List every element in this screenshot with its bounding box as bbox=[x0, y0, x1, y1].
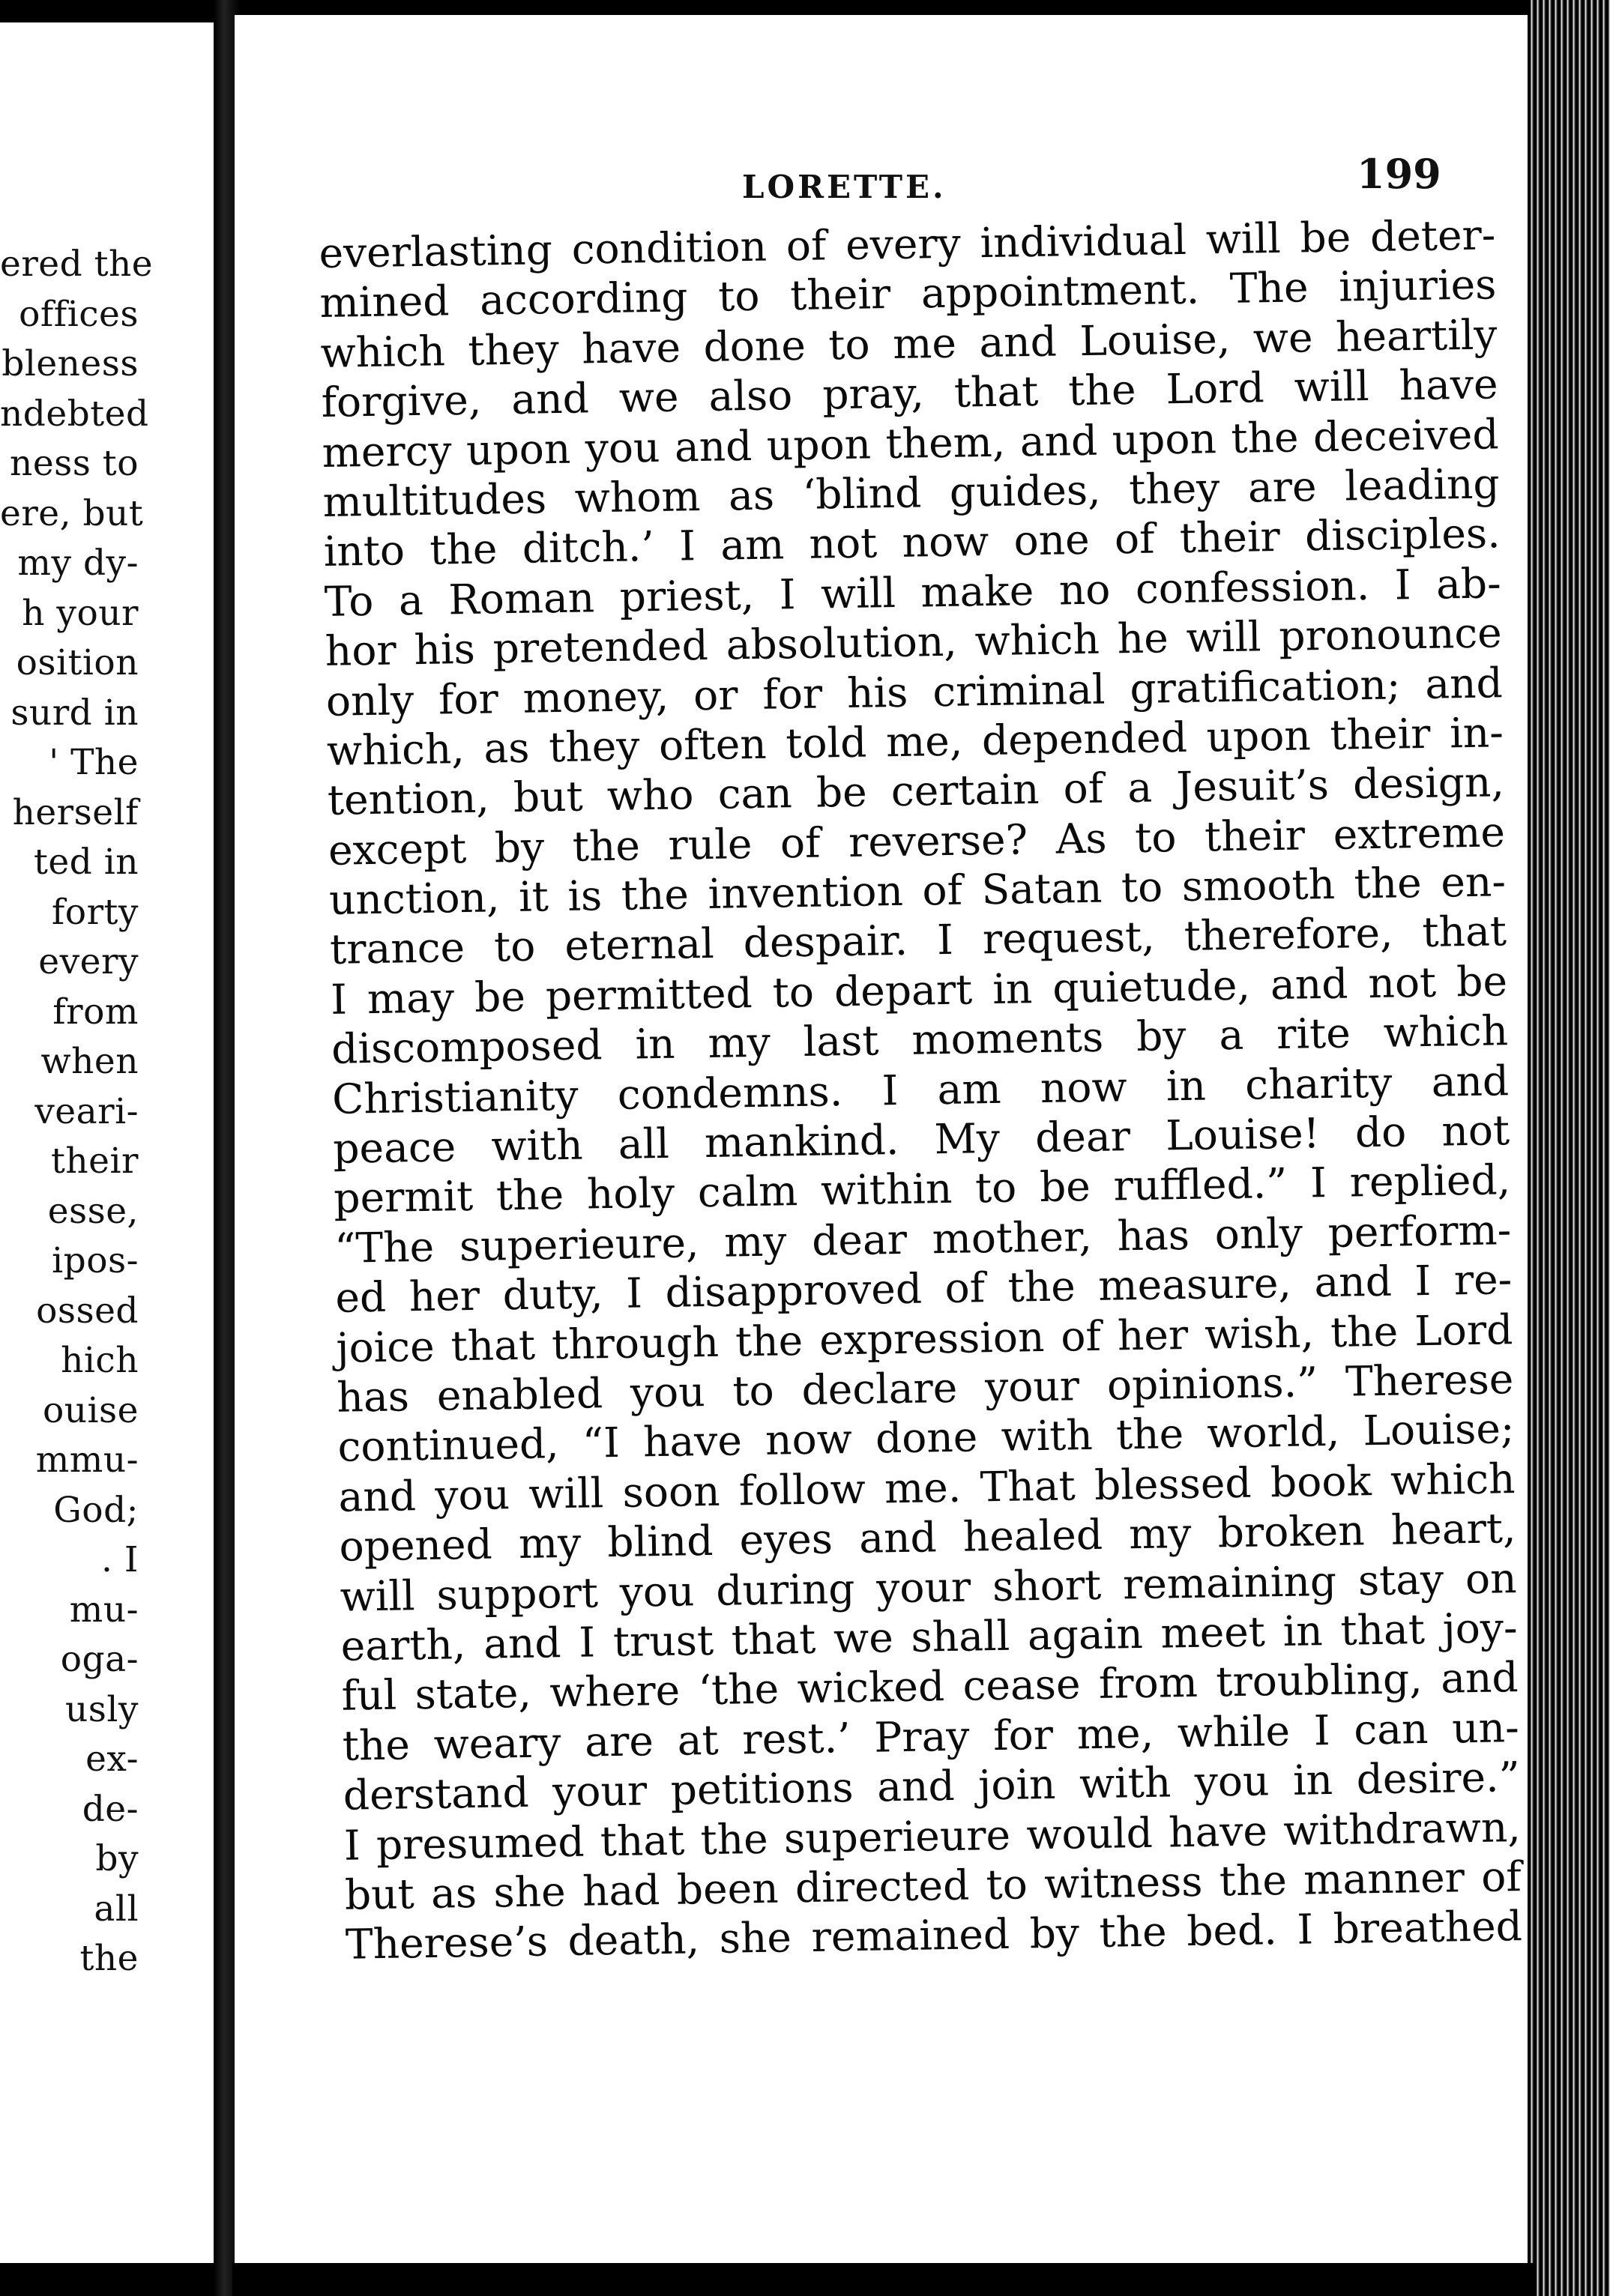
body-line: forgive, and we also pray, that the Lord will have bbox=[321, 360, 1498, 427]
body-line: Christianity condemns. I am now in charity and bbox=[331, 1056, 1510, 1123]
body-line: continued, “I have now done with the world, Louise; bbox=[337, 1404, 1515, 1472]
body-line: peace with all mankind. My dear Louise! do not bbox=[332, 1106, 1510, 1173]
body-line: joice that through the expression of her wish, the Lord bbox=[335, 1305, 1513, 1372]
left-page-line: God; bbox=[53, 1489, 139, 1531]
page-number: 199 bbox=[1357, 150, 1441, 198]
left-page-line: ossed bbox=[36, 1290, 139, 1332]
body-line: I may be permitted to depart in quietude, and not be bbox=[330, 957, 1508, 1024]
left-page-line: . I bbox=[101, 1539, 139, 1580]
body-line: ful state, where ‘the wicked cease from troubling, and bbox=[341, 1653, 1519, 1721]
left-page-line: ' The bbox=[49, 742, 139, 783]
body-line: which they have done to me and Louise, we heartily bbox=[320, 310, 1498, 377]
body-line: earth, and I trust that we shall again meet in that joy- bbox=[340, 1604, 1519, 1670]
bottom-edge bbox=[232, 2263, 1537, 2296]
body-line: into the ditch.’ I am not now one of their disciples. bbox=[323, 509, 1501, 576]
body-line: hor his pretended absolution, which he will pronounce bbox=[325, 608, 1503, 676]
body-line: permit the holy calm within to be ruffled.” I replied, bbox=[333, 1155, 1511, 1223]
left-page-line: hich bbox=[61, 1340, 139, 1381]
left-page-line: offices bbox=[19, 293, 139, 335]
left-page-line: herself bbox=[12, 791, 139, 833]
left-page-line: ness to bbox=[10, 443, 139, 484]
left-page-line: bleness bbox=[1, 343, 139, 384]
body-line: ed her duty, I disapproved of the measure, and I re- bbox=[334, 1255, 1513, 1323]
left-page-line: surd in bbox=[10, 692, 139, 734]
left-page-line: forty bbox=[51, 891, 139, 933]
left-page-line: veari- bbox=[34, 1090, 139, 1132]
body-line: everlasting condition of every individual will be deter- bbox=[319, 211, 1496, 277]
left-page-line: mu- bbox=[69, 1589, 139, 1631]
body-line: discomposed in my last moments by a rite which bbox=[331, 1006, 1509, 1074]
body-line: the weary are at rest.’ Pray for me, while I can un- bbox=[342, 1703, 1520, 1770]
left-page bbox=[0, 22, 218, 2263]
left-page-line: when bbox=[40, 1041, 139, 1082]
body-line: which, as they often told me, depended upon their in- bbox=[326, 708, 1504, 775]
body-line: multitudes whom as ‘blind guides, they are leading bbox=[322, 459, 1501, 526]
left-page-line: ex- bbox=[85, 1738, 139, 1780]
body-line: mined according to their appointment. The injuries bbox=[319, 260, 1497, 327]
body-line: I presumed that the superieure would have withdrawn, bbox=[343, 1802, 1522, 1870]
body-line: mercy upon you and upon them, and upon the deceived bbox=[322, 409, 1499, 477]
left-page-line: h your bbox=[22, 592, 139, 634]
body-line: tention, but who can be certain of a Jesuit’s design, bbox=[327, 758, 1505, 825]
left-page-line: de- bbox=[82, 1788, 139, 1830]
body-text bbox=[319, 210, 1522, 1969]
left-page-line: the bbox=[79, 1938, 139, 1979]
left-page-line: ouise bbox=[42, 1389, 139, 1431]
body-line: except by the rule of reverse? As to their extreme bbox=[328, 807, 1506, 874]
left-page-line: all bbox=[94, 1888, 139, 1930]
left-page-line: their bbox=[51, 1141, 139, 1182]
left-page-line: ere, but bbox=[0, 492, 144, 534]
body-line: opened my blind eyes and healed my broken heart, bbox=[339, 1504, 1516, 1571]
left-page-line: every bbox=[38, 941, 139, 982]
body-line: unction, it is the invention of Satan to smooth the en- bbox=[328, 857, 1507, 924]
running-head: LORETTE. bbox=[742, 169, 947, 205]
body-line: will support you during your short remaining stay on bbox=[340, 1553, 1517, 1621]
left-page-line: mmu- bbox=[35, 1439, 139, 1481]
left-page-line: oga- bbox=[60, 1639, 139, 1680]
left-page-line: from bbox=[52, 991, 139, 1033]
body-line: only for money, or for his criminal gratification; and bbox=[325, 658, 1504, 725]
body-line: has enabled you to declare your opinions.” Therese bbox=[337, 1355, 1514, 1422]
left-page-line: ipos- bbox=[52, 1240, 139, 1281]
left-page-line: ered the bbox=[0, 244, 154, 285]
body-line: derstand your petitions and join with you in desire.” bbox=[343, 1753, 1521, 1819]
body-line: Therese’s death, she remained by the bed. I breathed bbox=[345, 1902, 1523, 1969]
left-page-text bbox=[0, 240, 154, 1984]
body-line: “The superieure, my dear mother, has only perform- bbox=[334, 1205, 1512, 1272]
body-line: trance to eternal despair. I request, therefore, that bbox=[329, 907, 1507, 974]
left-page-line: usly bbox=[65, 1688, 139, 1730]
left-page-line: ted in bbox=[33, 842, 139, 883]
left-page-line: osition bbox=[16, 642, 139, 683]
left-page-line: ndebted bbox=[0, 393, 149, 435]
body-line: and you will soon follow me. That blessed book which bbox=[338, 1454, 1516, 1521]
left-page-line: my dy- bbox=[17, 543, 139, 584]
body-line: but as she had been directed to witness the manner of bbox=[344, 1852, 1522, 1919]
left-page-line: by bbox=[95, 1838, 139, 1879]
left-page-line: esse, bbox=[47, 1190, 139, 1232]
body-line: To a Roman priest, I will make no confession. I ab- bbox=[324, 559, 1502, 626]
page-edges bbox=[1528, 0, 1610, 2296]
